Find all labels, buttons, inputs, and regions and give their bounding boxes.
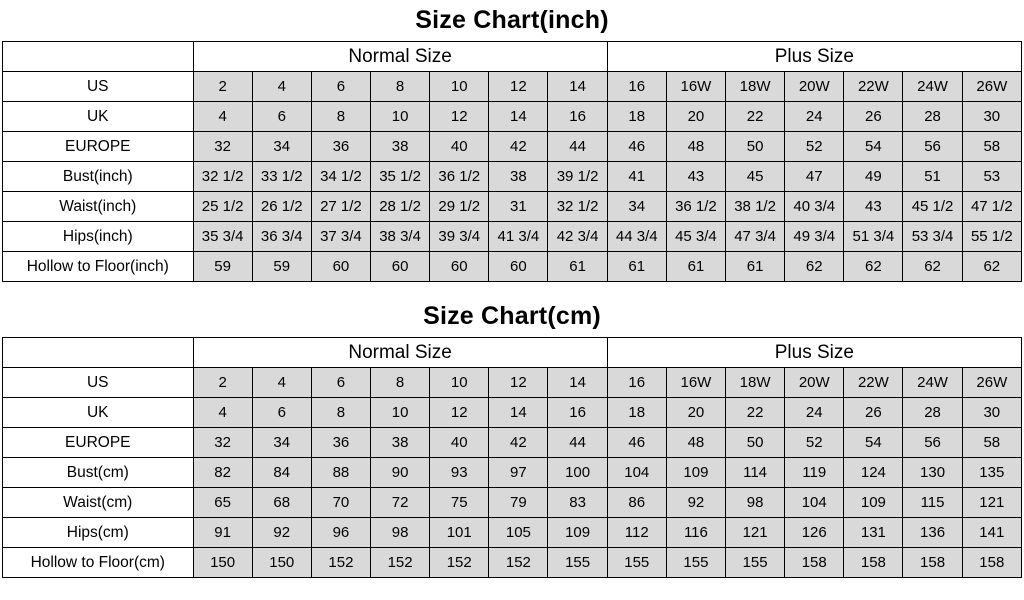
table-row bbox=[3, 428, 1022, 458]
table-cell: 47 3/4 bbox=[726, 222, 785, 252]
table-cell: 83 bbox=[548, 488, 607, 518]
table-cell: 12 bbox=[489, 368, 548, 398]
table-cell: 56 bbox=[903, 428, 962, 458]
table-cell: 42 3/4 bbox=[548, 222, 607, 252]
table-cell: 68 bbox=[252, 488, 311, 518]
table-cell: 32 bbox=[193, 428, 252, 458]
table-cell: 4 bbox=[193, 398, 252, 428]
table-cell: 14 bbox=[489, 398, 548, 428]
table-cell: 72 bbox=[371, 488, 430, 518]
group-header-plus: Plus Size bbox=[607, 338, 1021, 368]
table-cell: 4 bbox=[193, 102, 252, 132]
table-row bbox=[3, 458, 1022, 488]
table-cell: 12 bbox=[430, 398, 489, 428]
table-cell: 8 bbox=[311, 102, 370, 132]
row-label: Hollow to Floor(inch) bbox=[3, 252, 194, 282]
table-cell: 48 bbox=[666, 428, 725, 458]
size-table-inch-body bbox=[3, 42, 1022, 282]
table-cell: 32 1/2 bbox=[548, 192, 607, 222]
table-row bbox=[3, 102, 1022, 132]
table-cell: 96 bbox=[311, 518, 370, 548]
table-cell: 65 bbox=[193, 488, 252, 518]
table-cell: 6 bbox=[252, 102, 311, 132]
table-cell: 88 bbox=[311, 458, 370, 488]
table-cell: 39 1/2 bbox=[548, 162, 607, 192]
table-cell: 49 bbox=[844, 162, 903, 192]
table-cell: 90 bbox=[371, 458, 430, 488]
table-cell: 98 bbox=[726, 488, 785, 518]
group-header-row bbox=[3, 338, 1022, 368]
table-cell: 38 bbox=[489, 162, 548, 192]
table-cell: 158 bbox=[903, 548, 962, 578]
table-cell: 45 bbox=[726, 162, 785, 192]
table-cell: 54 bbox=[844, 132, 903, 162]
table-cell: 131 bbox=[844, 518, 903, 548]
table-cell: 61 bbox=[666, 252, 725, 282]
table-cell: 26W bbox=[962, 368, 1021, 398]
table-cell: 24 bbox=[785, 102, 844, 132]
table-cell: 41 bbox=[607, 162, 666, 192]
table-cell: 50 bbox=[726, 428, 785, 458]
table-cell: 26 bbox=[844, 398, 903, 428]
table-cell: 40 3/4 bbox=[785, 192, 844, 222]
table-cell: 20W bbox=[785, 72, 844, 102]
table-cell: 79 bbox=[489, 488, 548, 518]
table-row bbox=[3, 72, 1022, 102]
table-cell: 4 bbox=[252, 72, 311, 102]
table-cell: 62 bbox=[962, 252, 1021, 282]
table-cell: 41 3/4 bbox=[489, 222, 548, 252]
table-cell: 26W bbox=[962, 72, 1021, 102]
table-cell: 52 bbox=[785, 428, 844, 458]
table-cell: 18W bbox=[726, 72, 785, 102]
table-cell: 34 1/2 bbox=[311, 162, 370, 192]
table-cell: 56 bbox=[903, 132, 962, 162]
table-cell: 24 bbox=[785, 398, 844, 428]
table-cell: 135 bbox=[962, 458, 1021, 488]
table-cell: 39 3/4 bbox=[430, 222, 489, 252]
group-header-normal: Normal Size bbox=[193, 42, 607, 72]
group-header-plus: Plus Size bbox=[607, 42, 1021, 72]
table-cell: 141 bbox=[962, 518, 1021, 548]
table-cell: 45 3/4 bbox=[666, 222, 725, 252]
table-cell: 121 bbox=[726, 518, 785, 548]
row-label: EUROPE bbox=[3, 132, 194, 162]
table-cell: 53 3/4 bbox=[903, 222, 962, 252]
table-cell: 30 bbox=[962, 398, 1021, 428]
table-cell: 34 bbox=[252, 132, 311, 162]
table-cell: 8 bbox=[371, 72, 430, 102]
table-cell: 26 bbox=[844, 102, 903, 132]
row-label: Waist(inch) bbox=[3, 192, 194, 222]
table-cell: 28 bbox=[903, 398, 962, 428]
table-row bbox=[3, 192, 1022, 222]
table-cell: 32 1/2 bbox=[193, 162, 252, 192]
table-cell: 16 bbox=[607, 368, 666, 398]
table-cell: 130 bbox=[903, 458, 962, 488]
page-title-cm: Size Chart(cm) bbox=[423, 302, 601, 330]
table-cell: 18W bbox=[726, 368, 785, 398]
table-cell: 34 bbox=[252, 428, 311, 458]
table-cell: 53 bbox=[962, 162, 1021, 192]
table-cell: 155 bbox=[548, 548, 607, 578]
table-cell: 114 bbox=[726, 458, 785, 488]
table-cell: 36 bbox=[311, 132, 370, 162]
table-cell: 12 bbox=[489, 72, 548, 102]
table-cell: 152 bbox=[311, 548, 370, 578]
table-row bbox=[3, 162, 1022, 192]
table-cell: 25 1/2 bbox=[193, 192, 252, 222]
table-cell: 50 bbox=[726, 132, 785, 162]
table-cell: 6 bbox=[311, 368, 370, 398]
table-cell: 109 bbox=[548, 518, 607, 548]
table-cell: 14 bbox=[548, 72, 607, 102]
size-table-inch bbox=[2, 41, 1022, 282]
table-cell: 112 bbox=[607, 518, 666, 548]
table-cell: 136 bbox=[903, 518, 962, 548]
table-cell: 51 3/4 bbox=[844, 222, 903, 252]
table-cell: 158 bbox=[962, 548, 1021, 578]
table-cell: 104 bbox=[785, 488, 844, 518]
table-cell: 20 bbox=[666, 102, 725, 132]
table-cell: 121 bbox=[962, 488, 1021, 518]
page-title-inch: Size Chart(inch) bbox=[415, 6, 609, 34]
table-cell: 62 bbox=[844, 252, 903, 282]
table-cell: 44 bbox=[548, 132, 607, 162]
table-cell: 16W bbox=[666, 72, 725, 102]
table-cell: 60 bbox=[311, 252, 370, 282]
table-cell: 152 bbox=[371, 548, 430, 578]
table-cell: 75 bbox=[430, 488, 489, 518]
table-cell: 6 bbox=[252, 398, 311, 428]
table-cell: 31 bbox=[489, 192, 548, 222]
table-cell: 62 bbox=[785, 252, 844, 282]
table-cell: 14 bbox=[489, 102, 548, 132]
table-row bbox=[3, 518, 1022, 548]
table-cell: 16 bbox=[548, 102, 607, 132]
group-header-normal: Normal Size bbox=[193, 338, 607, 368]
table-row bbox=[3, 252, 1022, 282]
table-cell: 28 bbox=[903, 102, 962, 132]
table-cell: 2 bbox=[193, 72, 252, 102]
row-label: US bbox=[3, 72, 194, 102]
table-cell: 20W bbox=[785, 368, 844, 398]
table-row bbox=[3, 548, 1022, 578]
table-cell: 4 bbox=[252, 368, 311, 398]
table-cell: 43 bbox=[666, 162, 725, 192]
row-label: Bust(cm) bbox=[3, 458, 194, 488]
size-chart-cm-block bbox=[0, 296, 1024, 578]
table-cell: 36 3/4 bbox=[252, 222, 311, 252]
row-label: UK bbox=[3, 102, 194, 132]
table-cell: 24W bbox=[903, 368, 962, 398]
table-cell: 28 1/2 bbox=[371, 192, 430, 222]
table-cell: 155 bbox=[666, 548, 725, 578]
row-label: Hips(inch) bbox=[3, 222, 194, 252]
table-cell: 119 bbox=[785, 458, 844, 488]
table-cell: 109 bbox=[666, 458, 725, 488]
table-cell: 84 bbox=[252, 458, 311, 488]
table-cell: 51 bbox=[903, 162, 962, 192]
table-cell: 35 3/4 bbox=[193, 222, 252, 252]
table-cell: 158 bbox=[785, 548, 844, 578]
table-cell: 22 bbox=[726, 102, 785, 132]
table-cell: 101 bbox=[430, 518, 489, 548]
table-cell: 22W bbox=[844, 368, 903, 398]
table-cell: 8 bbox=[311, 398, 370, 428]
table-cell: 70 bbox=[311, 488, 370, 518]
corner-cell bbox=[3, 338, 194, 368]
table-cell: 62 bbox=[903, 252, 962, 282]
table-cell: 20 bbox=[666, 398, 725, 428]
table-row bbox=[3, 488, 1022, 518]
table-cell: 22 bbox=[726, 398, 785, 428]
table-cell: 92 bbox=[666, 488, 725, 518]
table-cell: 105 bbox=[489, 518, 548, 548]
table-cell: 10 bbox=[371, 398, 430, 428]
table-cell: 152 bbox=[489, 548, 548, 578]
table-cell: 38 bbox=[371, 428, 430, 458]
table-cell: 6 bbox=[311, 72, 370, 102]
row-label: Hollow to Floor(cm) bbox=[3, 548, 194, 578]
table-cell: 109 bbox=[844, 488, 903, 518]
table-cell: 98 bbox=[371, 518, 430, 548]
table-cell: 24W bbox=[903, 72, 962, 102]
table-cell: 46 bbox=[607, 428, 666, 458]
table-cell: 91 bbox=[193, 518, 252, 548]
table-cell: 22W bbox=[844, 72, 903, 102]
table-cell: 93 bbox=[430, 458, 489, 488]
table-cell: 155 bbox=[726, 548, 785, 578]
table-row bbox=[3, 368, 1022, 398]
table-cell: 38 bbox=[371, 132, 430, 162]
table-cell: 92 bbox=[252, 518, 311, 548]
table-cell: 104 bbox=[607, 458, 666, 488]
size-chart-inch-block bbox=[0, 0, 1024, 282]
table-cell: 42 bbox=[489, 428, 548, 458]
table-cell: 150 bbox=[252, 548, 311, 578]
section-spacer bbox=[0, 282, 1024, 296]
table-cell: 44 bbox=[548, 428, 607, 458]
table-cell: 54 bbox=[844, 428, 903, 458]
table-cell: 60 bbox=[430, 252, 489, 282]
table-cell: 61 bbox=[607, 252, 666, 282]
table-cell: 44 3/4 bbox=[607, 222, 666, 252]
table-cell: 8 bbox=[371, 368, 430, 398]
table-cell: 150 bbox=[193, 548, 252, 578]
table-cell: 42 bbox=[489, 132, 548, 162]
table-cell: 16 bbox=[607, 72, 666, 102]
table-cell: 32 bbox=[193, 132, 252, 162]
table-cell: 27 1/2 bbox=[311, 192, 370, 222]
table-cell: 61 bbox=[726, 252, 785, 282]
table-cell: 37 3/4 bbox=[311, 222, 370, 252]
table-cell: 33 1/2 bbox=[252, 162, 311, 192]
table-cell: 45 1/2 bbox=[903, 192, 962, 222]
group-header-row bbox=[3, 42, 1022, 72]
table-cell: 36 1/2 bbox=[666, 192, 725, 222]
table-cell: 26 1/2 bbox=[252, 192, 311, 222]
table-row bbox=[3, 398, 1022, 428]
table-cell: 52 bbox=[785, 132, 844, 162]
table-cell: 36 bbox=[311, 428, 370, 458]
table-cell: 18 bbox=[607, 398, 666, 428]
table-cell: 97 bbox=[489, 458, 548, 488]
table-cell: 12 bbox=[430, 102, 489, 132]
table-cell: 47 bbox=[785, 162, 844, 192]
table-cell: 49 3/4 bbox=[785, 222, 844, 252]
table-cell: 82 bbox=[193, 458, 252, 488]
table-cell: 158 bbox=[844, 548, 903, 578]
table-cell: 126 bbox=[785, 518, 844, 548]
table-cell: 35 1/2 bbox=[371, 162, 430, 192]
table-cell: 155 bbox=[607, 548, 666, 578]
table-cell: 38 1/2 bbox=[726, 192, 785, 222]
table-cell: 10 bbox=[430, 72, 489, 102]
row-label: EUROPE bbox=[3, 428, 194, 458]
table-cell: 124 bbox=[844, 458, 903, 488]
row-label: Waist(cm) bbox=[3, 488, 194, 518]
row-label: UK bbox=[3, 398, 194, 428]
table-cell: 58 bbox=[962, 132, 1021, 162]
row-label: Hips(cm) bbox=[3, 518, 194, 548]
table-cell: 16W bbox=[666, 368, 725, 398]
table-cell: 152 bbox=[430, 548, 489, 578]
table-cell: 46 bbox=[607, 132, 666, 162]
table-row bbox=[3, 222, 1022, 252]
table-cell: 86 bbox=[607, 488, 666, 518]
table-cell: 40 bbox=[430, 428, 489, 458]
table-cell: 61 bbox=[548, 252, 607, 282]
table-cell: 14 bbox=[548, 368, 607, 398]
size-table-cm-body bbox=[3, 338, 1022, 578]
table-cell: 55 1/2 bbox=[962, 222, 1021, 252]
table-cell: 48 bbox=[666, 132, 725, 162]
table-cell: 10 bbox=[371, 102, 430, 132]
table-cell: 58 bbox=[962, 428, 1021, 458]
table-cell: 18 bbox=[607, 102, 666, 132]
row-label: Bust(inch) bbox=[3, 162, 194, 192]
table-cell: 43 bbox=[844, 192, 903, 222]
table-cell: 100 bbox=[548, 458, 607, 488]
table-cell: 60 bbox=[489, 252, 548, 282]
table-cell: 30 bbox=[962, 102, 1021, 132]
table-cell: 10 bbox=[430, 368, 489, 398]
table-cell: 36 1/2 bbox=[430, 162, 489, 192]
table-cell: 38 3/4 bbox=[371, 222, 430, 252]
table-cell: 34 bbox=[607, 192, 666, 222]
table-cell: 59 bbox=[193, 252, 252, 282]
table-cell: 47 1/2 bbox=[962, 192, 1021, 222]
table-cell: 115 bbox=[903, 488, 962, 518]
table-cell: 116 bbox=[666, 518, 725, 548]
corner-cell bbox=[3, 42, 194, 72]
table-cell: 16 bbox=[548, 398, 607, 428]
size-table-cm bbox=[2, 337, 1022, 578]
table-cell: 59 bbox=[252, 252, 311, 282]
table-cell: 2 bbox=[193, 368, 252, 398]
table-cell: 29 1/2 bbox=[430, 192, 489, 222]
table-cell: 60 bbox=[371, 252, 430, 282]
table-row bbox=[3, 132, 1022, 162]
row-label: US bbox=[3, 368, 194, 398]
table-cell: 40 bbox=[430, 132, 489, 162]
